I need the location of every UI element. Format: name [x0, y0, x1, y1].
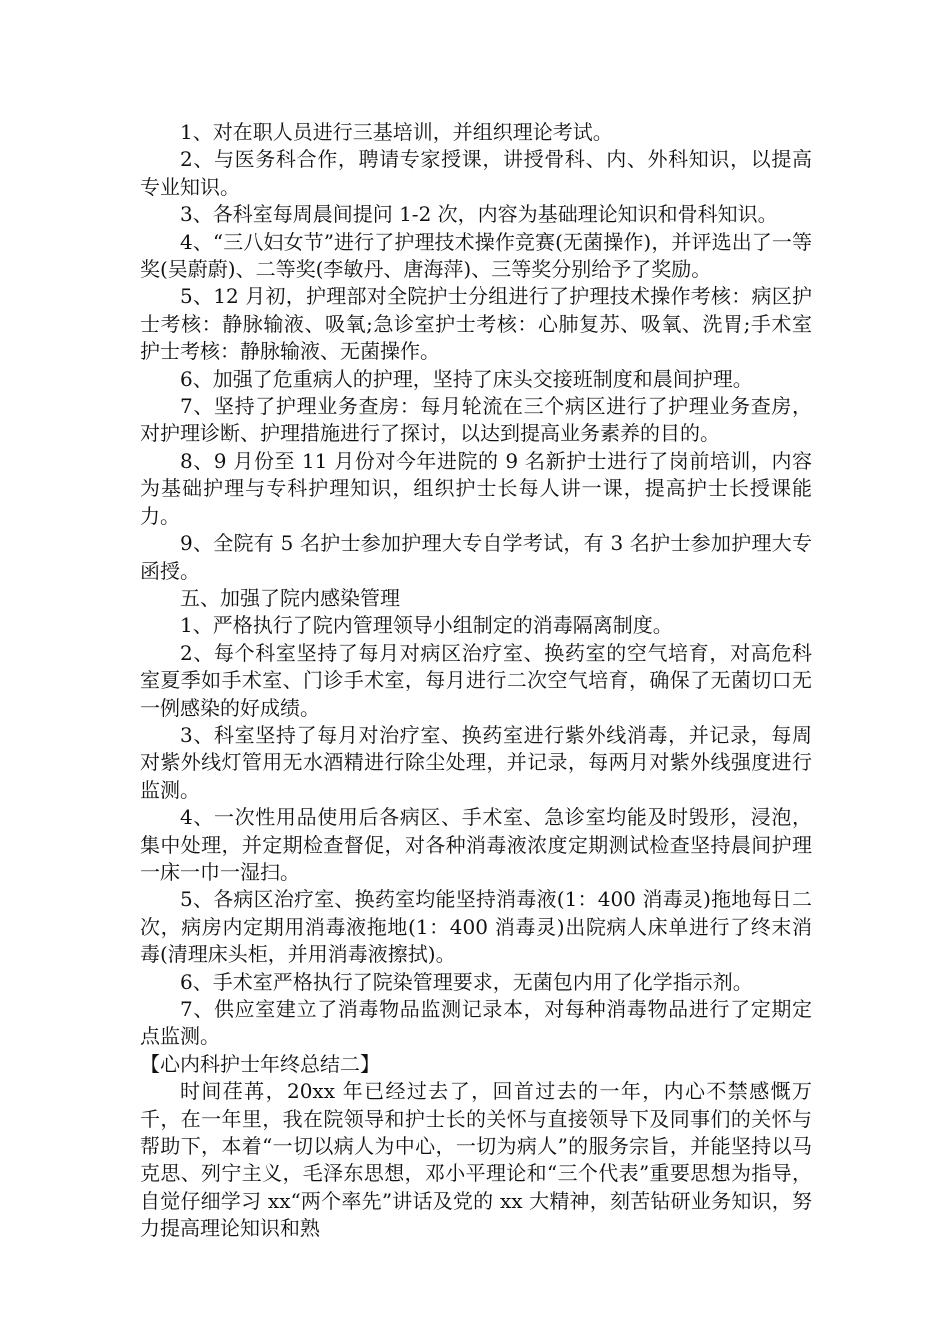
paragraph-infection-3: 3、科室坚持了每月对治疗室、换药室进行紫外线消毒，并记录，每周对紫外线灯管用无水酒精进行除尘处理，并记录，每两月对紫外线强度进行监测。	[140, 722, 812, 802]
paragraph-training-9: 9、全院有 5 名护士参加护理大专自学考试，有 3 名护士参加护理大专函授。	[140, 531, 812, 583]
paragraph-infection-5: 5、各病区治疗室、换药室均能坚持消毒液(1：400 消毒灵)拖地每日二次，病房内定期用消毒液拖地(1：400 消毒灵)出院病人床单进行了终末消毒(清理床头柜，并用消毒液擦拭)。	[140, 887, 812, 967]
paragraph-training-2: 2、与医务科合作，聘请专家授课，讲授骨科、内、外科知识，以提高专业知识。	[140, 147, 812, 199]
paragraph-training-7: 7、坚持了护理业务查房：每月轮流在三个病区进行了护理业务查房，对护理诊断、护理措施进行了探讨，以达到提高业务素养的目的。	[140, 394, 812, 446]
paragraph-summary-intro: 时间荏苒，20xx 年已经过去了，回首过去的一年，内心不禁感慨万千，在一年里，我在院领导和护士长的关怀与直接领导下及同事们的关怀与帮助下，本着“一切以病人为中心，一切为病人”的服务宗旨，并能坚持以马克思、列宁主义，毛泽东思想，邓小平理论和“三个代表”重要思想为指导，自觉仔细学习 xx“两个率先”讲话及党的 xx 大精神，刻苦钻研业务知识，努力提高理论知识和熟	[140, 1079, 812, 1241]
paragraph-infection-4: 4、一次性用品使用后各病区、手术室、急诊室均能及时毁形，浸泡，集中处理，并定期检查督促，对各种消毒液浓度定期测试检查坚持晨间护理一床一巾一湿扫。	[140, 805, 812, 884]
paragraph-infection-2: 2、每个科室坚持了每月对病区治疗室、换药室的空气培育，对高危科室夏季如手术室、门诊手术室，每月进行二次空气培育，确保了无菌切口无一例感染的好成绩。	[140, 640, 812, 720]
paragraph-training-3: 3、各科室每周晨间提问 1-2 次，内容为基础理论知识和骨科知识。	[180, 202, 778, 227]
article-title-summary-two: 【心内科护士年终总结二】	[140, 1051, 380, 1076]
paragraph-training-5: 5、12 月初，护理部对全院护士分组进行了护理技术操作考核：病区护士考核：静脉输液、吸氧;急诊室护士考核：心肺复苏、吸氧、洗胃;手术室护士考核：静脉输液、无菌操作。	[140, 284, 812, 364]
paragraph-training-6: 6、加强了危重病人的护理，坚持了床头交接班制度和晨间护理。	[180, 366, 753, 391]
paragraph-infection-6: 6、手术室严格执行了院染管理要求，无菌包内用了化学指示剂。	[180, 969, 753, 994]
paragraph-infection-1: 1、严格执行了院内管理领导小组制定的消毒隔离制度。	[180, 613, 673, 638]
paragraph-infection-7: 7、供应室建立了消毒物品监测记录本，对每种消毒物品进行了定期定点监测。	[140, 997, 812, 1049]
paragraph-training-8: 8、9 月份至 11 月份对今年进院的 9 名新护士进行了岗前培训，内容为基础护理与专科护理知识，组织护士长每人讲一课，提高护士长授课能力。	[140, 448, 812, 528]
document-body	[140, 119, 812, 1243]
section-heading-infection-control: 五、加强了院内感染管理	[180, 585, 400, 610]
paragraph-training-1: 1、对在职人员进行三基培训，并组织理论考试。	[180, 120, 613, 144]
paragraph-training-4: 4、“三八妇女节”进行了护理技术操作竞赛(无菌操作)，并评选出了一等奖(吴蔚蔚)、二等奖(李敏丹、唐海萍)、三等奖分别给予了奖励。	[140, 229, 812, 282]
